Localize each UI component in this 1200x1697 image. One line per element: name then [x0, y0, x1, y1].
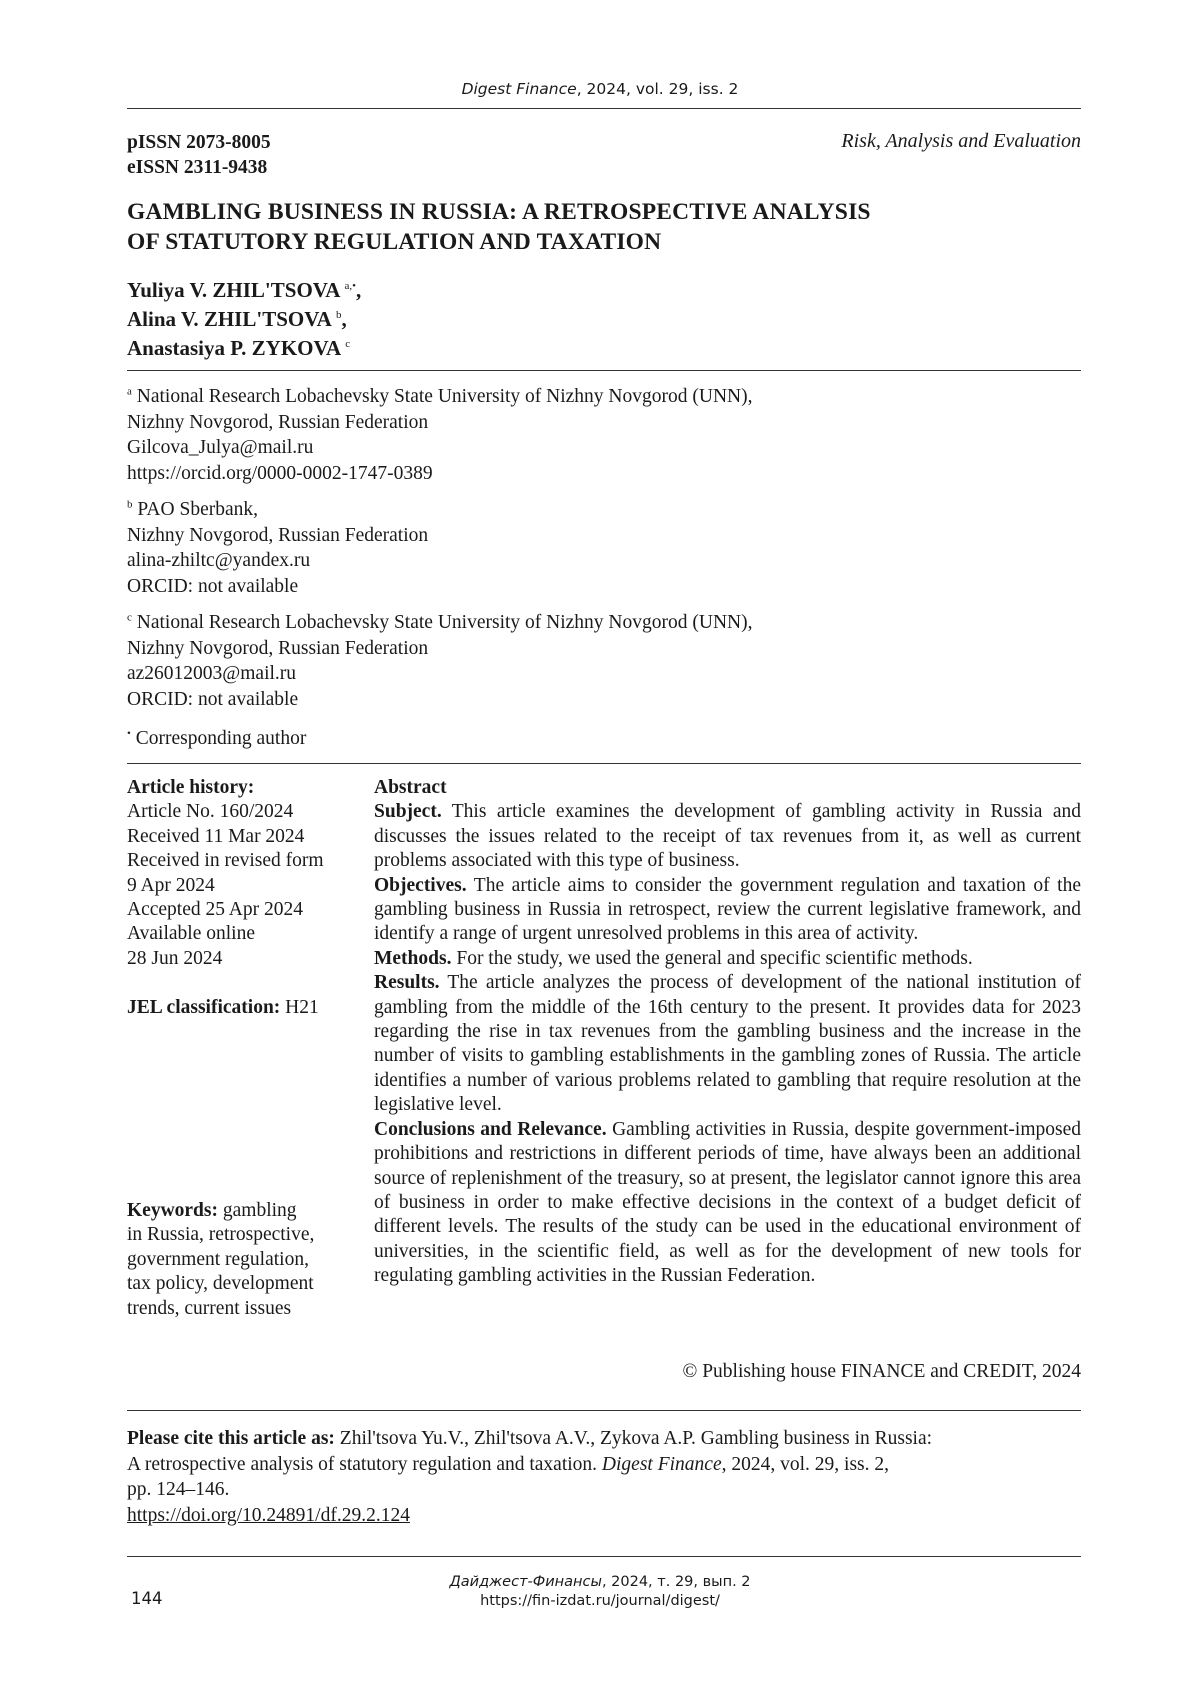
affiliation-b-orcid: ORCID: not available	[127, 575, 299, 597]
history-online-date: 28 Jun 2024	[127, 947, 223, 969]
abstract-results	[374, 971, 1081, 1117]
footer	[0, 1573, 1200, 1611]
author-2	[127, 305, 361, 334]
author-2-mark: b	[335, 309, 342, 321]
author-1-name: Yuliya V. ZHIL'TSOVA	[127, 278, 340, 302]
article-title	[127, 197, 871, 257]
abstract-subject-label: Subject.	[374, 801, 442, 823]
affiliation-a-org: National Research Lobachevsky State University of Nizhny Novgorod (UNN),	[136, 386, 753, 407]
abstract	[374, 776, 1081, 1289]
doi-link[interactable]: https://doi.org/10.24891/df.29.2.124	[127, 1504, 410, 1526]
rubric: Risk, Analysis and Evaluation	[841, 130, 1081, 152]
copyright: © Publishing house FINANCE and CREDIT, 2024	[682, 1361, 1081, 1382]
history-revised-label: Received in revised form	[127, 850, 324, 872]
affiliation-b-city: Nizhny Novgorod, Russian Federation	[127, 524, 429, 546]
keywords-label: Keywords:	[127, 1200, 218, 1221]
citation-volume: , 2024, vol. 29, iss. 2,	[721, 1453, 889, 1475]
abstract-conclusions-text: Gambling activities in Russia, despite government-imposed prohibitions and restrictions in different periods of time, have always been an additional source of replenishment of the treasury, so at present, the legislator cannot ignore this area of business in order to make effective decisions in the context of a budget deficit of different levels. The results of the study can be used in the educational environment of universities, in the scientific field, as well as for the development of new tools for regulating gambling activities in the Russian Federation.	[374, 1118, 1081, 1287]
jel-label: JEL classification:	[127, 997, 281, 1018]
affiliation-b	[127, 497, 428, 599]
abstract-conclusions	[374, 1118, 1081, 1289]
affiliations-rule	[127, 763, 1081, 764]
keywords-line-1: in Russia, retrospective,	[127, 1224, 315, 1246]
page-number: 144	[131, 1589, 163, 1608]
keywords-line-2: government regulation,	[127, 1248, 309, 1270]
corresponding-author-note	[127, 728, 306, 750]
author-3	[127, 334, 361, 363]
author-3-mark: c	[345, 338, 351, 350]
running-head	[0, 80, 1200, 98]
abstract-methods-text: For the study, we used the general and specific scientific methods.	[451, 947, 973, 969]
issn-block	[127, 130, 271, 180]
abstract-objectives-label: Objectives.	[374, 874, 467, 896]
header-rule	[127, 108, 1081, 109]
affiliation-a-email[interactable]: Gilcova_Julya@mail.ru	[127, 437, 314, 458]
citation-label: Please cite this article as:	[127, 1428, 335, 1449]
affiliation-c-mark: c	[127, 611, 132, 624]
author-1-mark: a,•	[344, 280, 356, 292]
pissn: pISSN 2073-8005	[127, 132, 271, 153]
abstract-objectives	[374, 874, 1081, 947]
citation-pages: pp. 124–146.	[127, 1479, 230, 1500]
affiliation-a-city: Nizhny Novgorod, Russian Federation	[127, 411, 429, 433]
affiliation-b-org: PAO Sberbank,	[137, 499, 258, 520]
jel-classification	[127, 996, 362, 1020]
jel-value: H21	[280, 997, 319, 1018]
running-head-journal: Digest Finance	[461, 80, 577, 98]
abstract-results-label: Results.	[374, 972, 440, 994]
authors-rule	[127, 370, 1081, 371]
author-2-suffix: ,	[341, 307, 347, 331]
history-received: Received 11 Mar 2024	[127, 825, 305, 847]
history-article-no: Article No. 160/2024	[127, 801, 294, 823]
citation-journal: Digest Finance	[601, 1453, 722, 1475]
eissn: eISSN 2311-9438	[127, 157, 268, 178]
abstract-objectives-text: The article aims to consider the government regulation and taxation of the gambling business in Russia in retrospect, review the current legislative framework, and identify a range of urgent unresolved problems in this area of activity.	[374, 874, 1081, 945]
article-history	[127, 776, 362, 971]
copyright-rule	[127, 1410, 1081, 1411]
abstract-subject-text: This article examines the development of gambling activity in Russia and discusses the issues related to the receipt of tax revenues from it, as well as current problems associated with this type of business.	[374, 801, 1081, 872]
abstract-conclusions-label: Conclusions and Relevance.	[374, 1118, 607, 1140]
footer-rule	[127, 1556, 1081, 1557]
history-revised-date: 9 Apr 2024	[127, 874, 215, 896]
affiliation-c-org: National Research Lobachevsky State University of Nizhny Novgorod (UNN),	[136, 612, 753, 633]
authors	[127, 276, 361, 363]
author-2-name: Alina V. ZHIL'TSOVA	[127, 307, 331, 331]
affiliation-c-city: Nizhny Novgorod, Russian Federation	[127, 637, 429, 659]
keywords-first: gambling	[218, 1200, 297, 1221]
citation-line-2: A retrospective analysis of statutory regulation and taxation.	[127, 1453, 602, 1475]
affiliation-a	[127, 384, 752, 486]
corresponding-text: Corresponding author	[135, 728, 307, 749]
affiliation-a-mark: a	[127, 385, 132, 398]
title-line-2: OF STATUTORY REGULATION AND TAXATION	[127, 229, 662, 255]
affiliation-c-email[interactable]: az26012003@mail.ru	[127, 663, 297, 684]
history-heading: Article history:	[127, 777, 255, 798]
corresponding-mark: •	[127, 727, 131, 740]
running-head-details: , 2024, vol. 29, iss. 2	[576, 80, 739, 98]
affiliation-a-orcid[interactable]: https://orcid.org/0000-0002-1747-0389	[127, 462, 433, 484]
footer-url[interactable]: https://fin-izdat.ru/journal/digest/	[480, 1593, 720, 1609]
author-1	[127, 276, 361, 305]
affiliation-b-email[interactable]: alina-zhiltc@yandex.ru	[127, 550, 311, 571]
abstract-heading: Abstract	[374, 777, 447, 798]
citation-line-1: Zhil'tsova Yu.V., Zhil'tsova A.V., Zykova A.P. Gambling business in Russia:	[334, 1428, 933, 1449]
footer-details: , 2024, т. 29, вып. 2	[601, 1574, 751, 1590]
abstract-methods	[374, 947, 1081, 971]
abstract-subject	[374, 800, 1081, 873]
author-1-suffix: ,	[356, 278, 362, 302]
keywords-line-4: trends, current issues	[127, 1297, 292, 1319]
affiliation-c	[127, 610, 752, 712]
history-online-label: Available online	[127, 923, 255, 945]
author-3-name: Anastasiya P. ZYKOVA	[127, 336, 340, 360]
keywords-line-3: tax policy, development	[127, 1273, 314, 1295]
affiliation-b-mark: b	[127, 498, 133, 511]
abstract-results-text: The article analyzes the process of development of the national institution of gambling from the middle of the 16th century to the present. It provides data for 2023 regarding the rise in tax revenues from the gambling business and the increase in the number of visits to gambling establishments in the gambling zones of Russia. The article identifies a number of various problems related to gambling that require resolution at the legislative level.	[374, 972, 1081, 1116]
citation	[127, 1426, 1087, 1528]
abstract-methods-label: Methods.	[374, 947, 452, 969]
title-line-1: GAMBLING BUSINESS IN RUSSIA: A RETROSPECTIVE ANALYSIS	[127, 199, 871, 225]
history-accepted: Accepted 25 Apr 2024	[127, 899, 303, 921]
affiliation-c-orcid: ORCID: not available	[127, 688, 299, 710]
footer-journal: Дайджест-Финансы	[449, 1574, 602, 1590]
keywords	[127, 1199, 362, 1321]
